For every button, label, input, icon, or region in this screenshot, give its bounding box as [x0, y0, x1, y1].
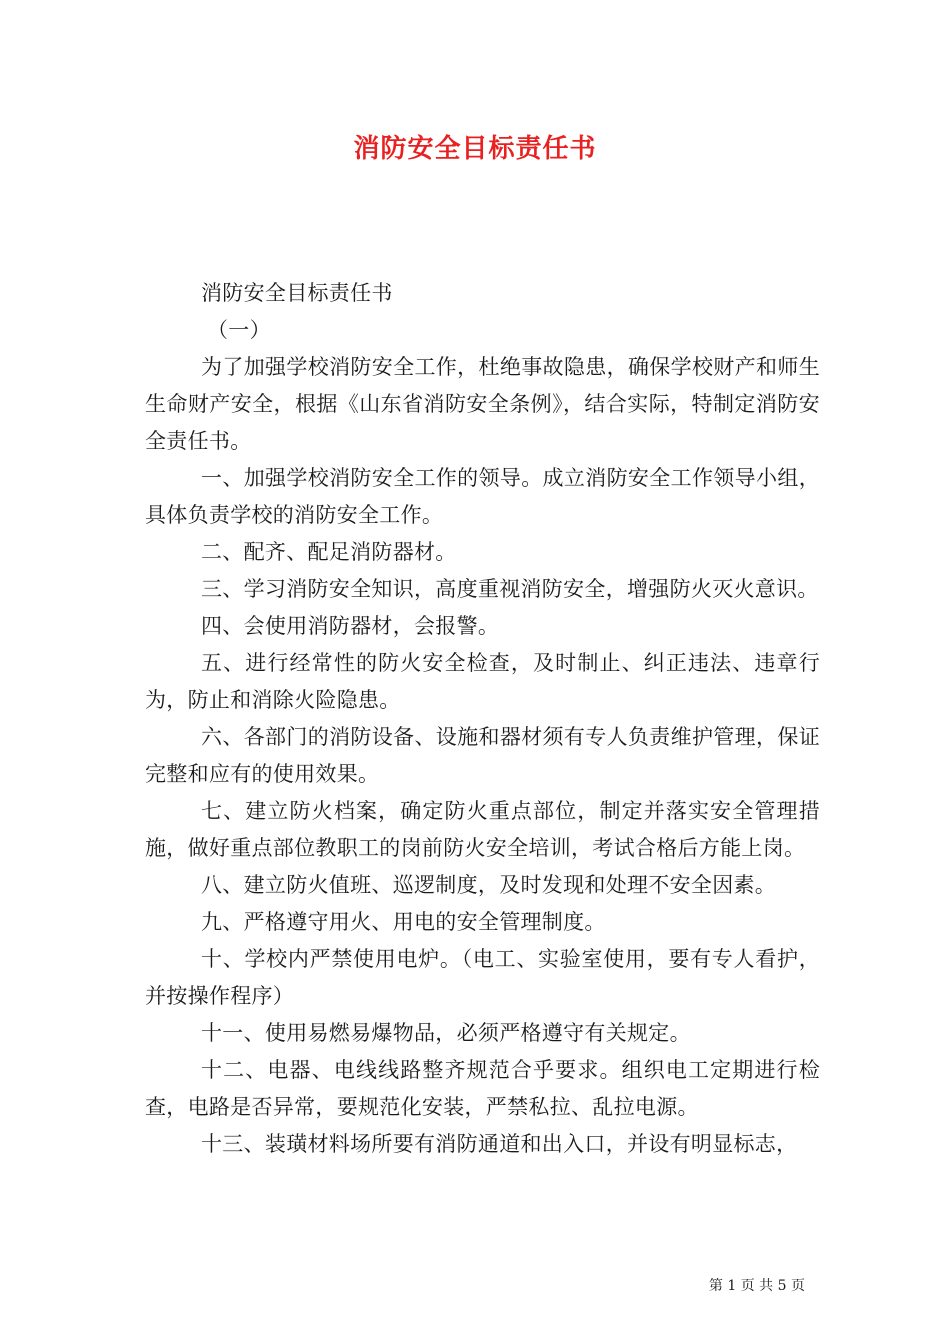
paragraph: 三、学习消防安全知识，高度重视消防安全，增强防火灭火意识。: [201, 577, 819, 601]
paragraph: 十三、装璜材料场所要有消防通道和出入口，并设有明显标志，: [201, 1132, 798, 1156]
paragraph: 十二、电器、电线线路整齐规范合乎要求。组织电工定期进行检查，电路是否异常，要规范化安装，严禁私拉、乱拉电源。: [145, 1058, 820, 1119]
paragraph: 五、进行经常性的防火安全检查，及时制止、纠正违法、违章行为，防止和消除火险隐患。: [145, 651, 820, 712]
paragraph: 八、建立防火值班、巡逻制度，及时发现和处理不安全因素。: [201, 873, 777, 897]
document-body: [145, 275, 820, 1163]
paragraph: 一、加强学校消防安全工作的领导。成立消防安全工作领导小组，具体负责学校的消防安全工作。: [145, 466, 820, 527]
page-number-footer: 第 1 页 共 5 页: [708, 1278, 805, 1294]
paragraph: 九、严格遵守用火、用电的安全管理制度。: [201, 910, 606, 934]
paragraph: 为了加强学校消防安全工作，杜绝事故隐患，确保学校财产和师生生命财产安全，根据《山东省消防安全条例》，结合实际，特制定消防安全责任书。: [145, 355, 820, 453]
section-marker: （一）: [207, 318, 271, 342]
paragraph: 十一、使用易燃易爆物品，必须严格遵守有关规定。: [201, 1021, 691, 1045]
paragraph: 七、建立防火档案，确定防火重点部位，制定并落实安全管理措施，做好重点部位教职工的岗前防火安全培训，考试合格后方能上岗。: [145, 799, 820, 860]
paragraph: 二、配齐、配足消防器材。: [201, 540, 457, 564]
paragraph: 六、各部门的消防设备、设施和器材须有专人负责维护管理，保证完整和应有的使用效果。: [145, 725, 820, 786]
paragraph: 四、会使用消防器材，会报警。: [201, 614, 500, 638]
document-title: 消防安全目标责任书: [353, 134, 597, 164]
paragraph: 十、学校内严禁使用电炉。（电工、实验室使用，要有专人看护，并按操作程序）: [145, 947, 820, 1008]
subtitle-line: 消防安全目标责任书: [201, 281, 393, 305]
